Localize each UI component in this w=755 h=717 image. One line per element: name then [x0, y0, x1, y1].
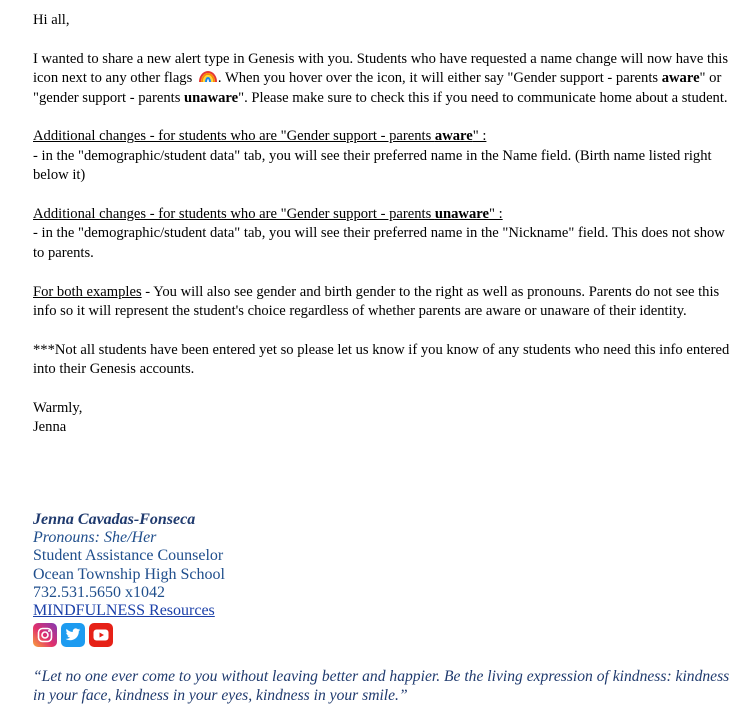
- both-paragraph: [33, 283, 733, 322]
- signature-pronouns: Pronouns: She/Her: [33, 529, 157, 547]
- intro-text-2: . When you hover over the icon, it will either say "Gender support - parents: [217, 70, 662, 87]
- closing: Warmly,: [33, 400, 83, 417]
- both-heading: For both examples: [33, 283, 142, 300]
- intro-text-4: ". Please make sure to check this if you need to communicate home about a student.: [238, 89, 728, 106]
- intro-paragraph: [33, 50, 733, 108]
- unaware-heading-end: " :: [488, 206, 503, 223]
- signature-title: Student Assistance Counselor: [33, 547, 224, 565]
- unaware-heading: [33, 205, 733, 224]
- unaware-heading-text: Additional changes - for students who are "Gender support - parents: [33, 206, 435, 223]
- aware-body: - in the "demographic/student data" tab, you will see their preferred name in the Name field. (Birth name listed right below it): [33, 147, 712, 184]
- unaware-keyword: unaware: [184, 89, 239, 106]
- signature-school: Ocean Township High School: [33, 565, 225, 583]
- mindfulness-resources-link[interactable]: MINDFULNESS Resources: [33, 602, 215, 620]
- unaware-heading-bold: unaware: [434, 206, 489, 223]
- greeting: Hi all,: [33, 12, 70, 28]
- social-icons: [33, 623, 733, 647]
- signature-quote: “Let no one ever come to you without leaving better and happier. Be the living expression of kindness: kindness in your face, kindness in your eyes, kindness in your smile.”: [33, 668, 730, 704]
- aware-heading-bold: aware: [434, 128, 473, 145]
- aware-keyword: aware: [661, 70, 700, 87]
- intro-text-3: " or "gender support - parents: [33, 70, 722, 106]
- instagram-icon[interactable]: [33, 623, 57, 647]
- email-signature: [33, 511, 733, 647]
- signature-phone: 732.531.5650 x1042: [33, 583, 165, 601]
- aware-heading-end: " :: [472, 128, 487, 145]
- aware-heading-text: Additional changes - for students who are "Gender support - parents: [33, 128, 435, 145]
- rainbow-flag-icon: [199, 69, 217, 83]
- unaware-body: - in the "demographic/student data" tab, you will see their preferred name in the "Nickname" field. This does not show to parents.: [33, 225, 725, 261]
- twitter-icon[interactable]: [61, 623, 85, 647]
- intro-text-1: I wanted to share a new alert type in Genesis with you. Students who have requested a name change will now have this icon next to any other flags: [33, 50, 729, 87]
- note-paragraph: ***Not all students have been entered yet so please let us know if you know of any students who need this info entered into their Genesis accounts.: [33, 341, 730, 378]
- email-body: [33, 11, 733, 438]
- aware-heading: [33, 127, 733, 146]
- closing-name: Jenna: [33, 419, 67, 436]
- youtube-icon[interactable]: [89, 623, 113, 647]
- signature-name: Jenna Cavadas-Fonseca: [33, 511, 196, 528]
- both-body: - You will also see gender and birth gender to the right as well as pronouns. Parents do not see this info so it will represent the student's choice regardless of whether parents are aware or unaware of their identity.: [33, 283, 720, 320]
